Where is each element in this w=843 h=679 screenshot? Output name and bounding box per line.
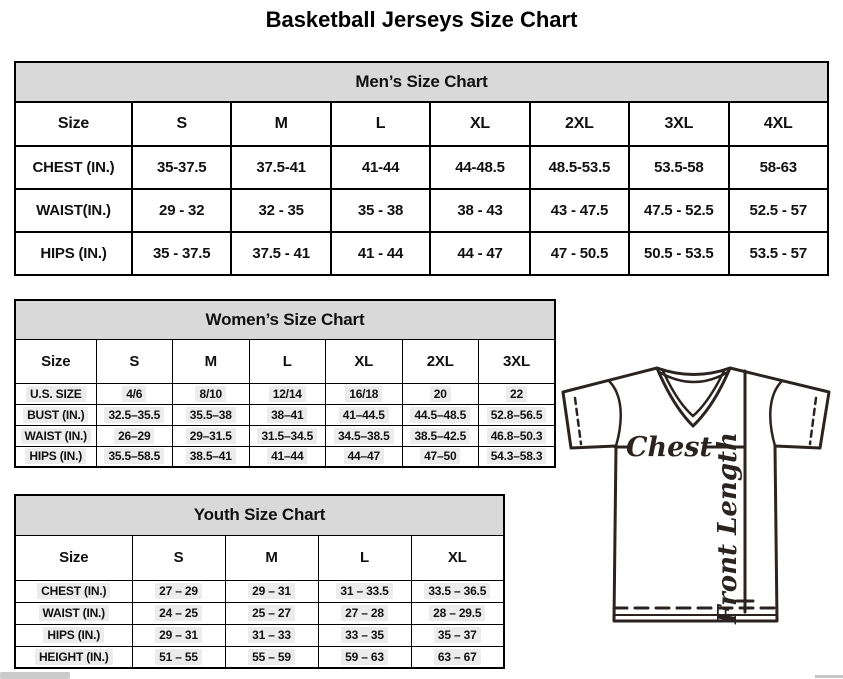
women-row-label: BUST (IN.) [15,404,96,425]
men-value-cell: 50.5 - 53.5 [629,232,728,275]
men-value-cell: 53.5-58 [629,146,728,189]
women-row-label: WAIST (IN.) [15,425,96,446]
men-header-cell: L [331,102,430,146]
front-length-label: Front Length [713,432,743,624]
women-value-cell: 34.5–38.5 [326,425,403,446]
men-value-cell: 48.5-53.5 [530,146,629,189]
men-value-cell: 35-37.5 [132,146,231,189]
youth-value-cell: 29 – 31 [225,580,318,602]
women-value-cell: 8/10 [173,383,250,404]
youth-value-cell: 25 – 27 [225,602,318,624]
men-value-cell: 47.5 - 52.5 [629,189,728,232]
youth-header-cell: L [318,535,411,580]
men-row-label: WAIST(IN.) [15,189,132,232]
women-value-cell: 31.5–34.5 [249,425,326,446]
youth-row-label: HEIGHT (IN.) [15,646,132,668]
women-row-label: HIPS (IN.) [15,446,96,467]
men-value-cell: 37.5-41 [231,146,330,189]
men-value-cell: 58-63 [729,146,828,189]
women-value-cell: 38–41 [249,404,326,425]
youth-value-cell: 63 – 67 [411,646,504,668]
women-row-label: U.S. SIZE [15,383,96,404]
mens-chart-title: Men’s Size Chart [15,62,828,102]
women-value-cell: 52.8–56.5 [479,404,556,425]
women-value-cell: 38.5–42.5 [402,425,479,446]
women-value-cell: 46.8–50.3 [479,425,556,446]
women-value-cell: 41–44.5 [326,404,403,425]
men-value-cell: 44-48.5 [430,146,529,189]
men-header-cell: 4XL [729,102,828,146]
women-value-cell: 4/6 [96,383,173,404]
women-header-cell: Size [15,339,96,383]
page-title: Basketball Jerseys Size Chart [265,7,578,32]
men-header-cell: M [231,102,330,146]
horizontal-scrollbar-track-fragment [815,675,843,678]
mens-size-table [14,61,829,276]
men-value-cell: 37.5 - 41 [231,232,330,275]
women-value-cell: 41–44 [249,446,326,467]
men-value-cell: 47 - 50.5 [530,232,629,275]
youth-value-cell: 35 – 37 [411,624,504,646]
womens-chart-title: Women’s Size Chart [15,300,555,339]
women-header-cell: 2XL [402,339,479,383]
youth-header-cell: M [225,535,318,580]
women-value-cell: 44–47 [326,446,403,467]
youth-value-cell: 24 – 25 [132,602,225,624]
men-row-label: HIPS (IN.) [15,232,132,275]
women-value-cell: 44.5–48.5 [402,404,479,425]
women-value-cell: 29–31.5 [173,425,250,446]
men-value-cell: 38 - 43 [430,189,529,232]
men-value-cell: 32 - 35 [231,189,330,232]
youth-row-label: HIPS (IN.) [15,624,132,646]
youth-size-table [14,494,505,669]
women-header-cell: 3XL [479,339,556,383]
men-value-cell: 41 - 44 [331,232,430,275]
youth-value-cell: 51 – 55 [132,646,225,668]
men-header-cell: 3XL [629,102,728,146]
men-header-cell: 2XL [530,102,629,146]
men-value-cell: 44 - 47 [430,232,529,275]
youth-value-cell: 55 – 59 [225,646,318,668]
women-value-cell: 54.3–58.3 [479,446,556,467]
men-value-cell: 41-44 [331,146,430,189]
women-value-cell: 47–50 [402,446,479,467]
women-value-cell: 20 [402,383,479,404]
men-value-cell: 29 - 32 [132,189,231,232]
women-value-cell: 22 [479,383,556,404]
women-header-cell: M [173,339,250,383]
youth-chart-title: Youth Size Chart [15,495,504,535]
horizontal-scrollbar-thumb[interactable] [0,672,70,679]
jersey-outline [563,368,829,621]
women-value-cell: 12/14 [249,383,326,404]
men-header-cell: Size [15,102,132,146]
youth-header-cell: XL [411,535,504,580]
men-value-cell: 52.5 - 57 [729,189,828,232]
youth-value-cell: 28 – 29.5 [411,602,504,624]
women-header-cell: S [96,339,173,383]
women-header-cell: L [249,339,326,383]
womens-size-table [14,299,556,468]
youth-value-cell: 29 – 31 [132,624,225,646]
women-value-cell: 35.5–38 [173,404,250,425]
youth-value-cell: 31 – 33 [225,624,318,646]
men-header-cell: S [132,102,231,146]
men-header-cell: XL [430,102,529,146]
women-value-cell: 26–29 [96,425,173,446]
men-row-label: CHEST (IN.) [15,146,132,189]
youth-header-cell: Size [15,535,132,580]
chest-label: Chest [626,432,712,463]
women-header-cell: XL [326,339,403,383]
youth-header-cell: S [132,535,225,580]
youth-row-label: WAIST (IN.) [15,602,132,624]
women-value-cell: 16/18 [326,383,403,404]
youth-value-cell: 31 – 33.5 [318,580,411,602]
women-value-cell: 38.5–41 [173,446,250,467]
youth-value-cell: 33 – 35 [318,624,411,646]
men-value-cell: 35 - 38 [331,189,430,232]
men-value-cell: 43 - 47.5 [530,189,629,232]
youth-value-cell: 33.5 – 36.5 [411,580,504,602]
women-value-cell: 35.5–58.5 [96,446,173,467]
youth-row-label: CHEST (IN.) [15,580,132,602]
youth-value-cell: 27 – 29 [132,580,225,602]
men-value-cell: 35 - 37.5 [132,232,231,275]
women-value-cell: 32.5–35.5 [96,404,173,425]
youth-value-cell: 27 – 28 [318,602,411,624]
jersey-measurement-diagram [558,356,838,638]
youth-value-cell: 59 – 63 [318,646,411,668]
men-value-cell: 53.5 - 57 [729,232,828,275]
